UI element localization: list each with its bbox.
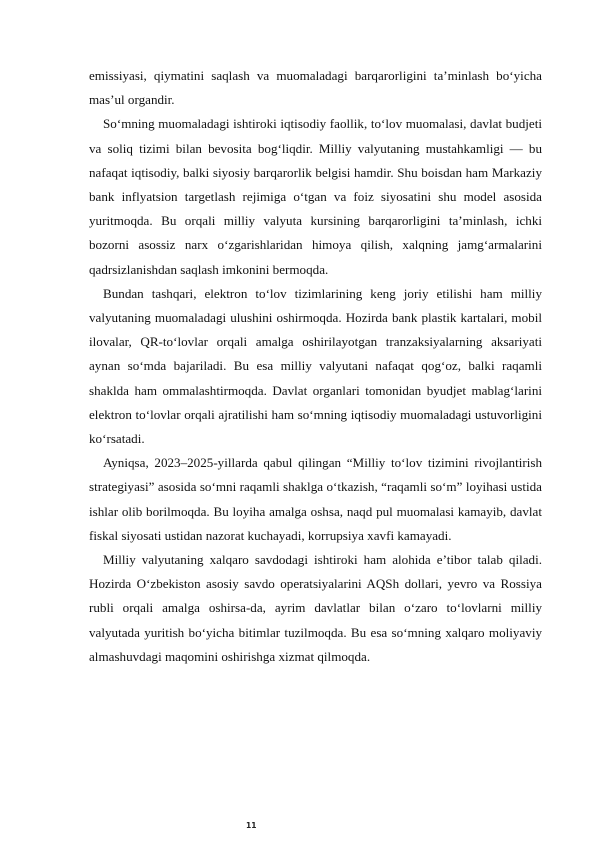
- paragraph-4: Ayniqsa, 2023–2025-yillarda qabul qilingan “Milliy to‘lov tizimini rivojlantirish strategiyasi” asosida so‘mni raqamli shaklga o‘tkazish, “raqamli so‘m” loyihasi ustida ishlar olib borilmoqda. Bu loyiha amalga oshsa, naqd pul muomalasi kamayib, davlat fiskal siyosati ustidan nazorat kuchayadi, korrupsiya xavfi kamayadi.: [89, 455, 542, 543]
- paragraph-2: So‘mning muomaladagi ishtiroki iqtisodiy faollik, to‘lov muomalasi, davlat budjeti va soliq tizimi bilan bevosita bog‘liqdir. Milliy valyutaning mustahkamligi — bu nafaqat iqtisodiy, balki siyosiy barqarorlik belgisi hamdir. Shu boisdan ham Markaziy bank inflyatsion targetlash rejimiga o‘tgan va foiz siyosatini shu model asosida yuritmoqda. Bu orqali milliy valyuta kursining barqarorligini ta’minlash, ichki bozorni asossiz narx o‘zgarishlaridan himoya qilish, xalqning jamg‘armalarini qadrsizlanishdan saqlash imkonini bermoqda.: [89, 116, 542, 277]
- paragraph-1: emissiyasi, qiymatini saqlash va muomaladagi barqarorligini ta’minlash bo‘yicha mas’ul organdir.: [89, 68, 542, 108]
- body-text: [89, 64, 542, 669]
- paragraph-3: Bundan tashqari, elektron to‘lov tizimlarining keng joriy etilishi ham milliy valyutaning muomaladagi ulushini oshirmoqda. Hozirda bank plastik kartalari, mobil ilovalar, QR-to‘lovlar orqali amalga oshirilayotgan tranzaksiyalarning aksariyati aynan so‘mda bajariladi. Bu esa milliy valyutani nafaqat qog‘oz, balki raqamli shaklda ham ommalashtirmoqda. Davlat organlari tomonidan byudjet mablag‘larini elektron to‘lovlar orqali ajratilishi ham so‘mning iqtisodiy muomaladagi ustuvorligini ko‘rsatadi.: [89, 285, 542, 447]
- paragraph-5: Milliy valyutaning xalqaro savdodagi ishtiroki ham alohida e’tibor talab qiladi. Hozirda O‘zbekiston asosiy savdo operatsiyalarini AQSh dollari, yevro va Rossiya rubli orqali amalga oshirsa-da, ayrim davlatlar bilan o‘zaro to‘lovlarni milliy valyutada yuritish bo‘yicha bitimlar tuzilmoqda. Bu esa so‘mning xalqaro moliyaviy almashuvdagi maqomini oshirishga xizmat qilmoqda.: [89, 552, 542, 664]
- page-number: 11: [246, 821, 257, 830]
